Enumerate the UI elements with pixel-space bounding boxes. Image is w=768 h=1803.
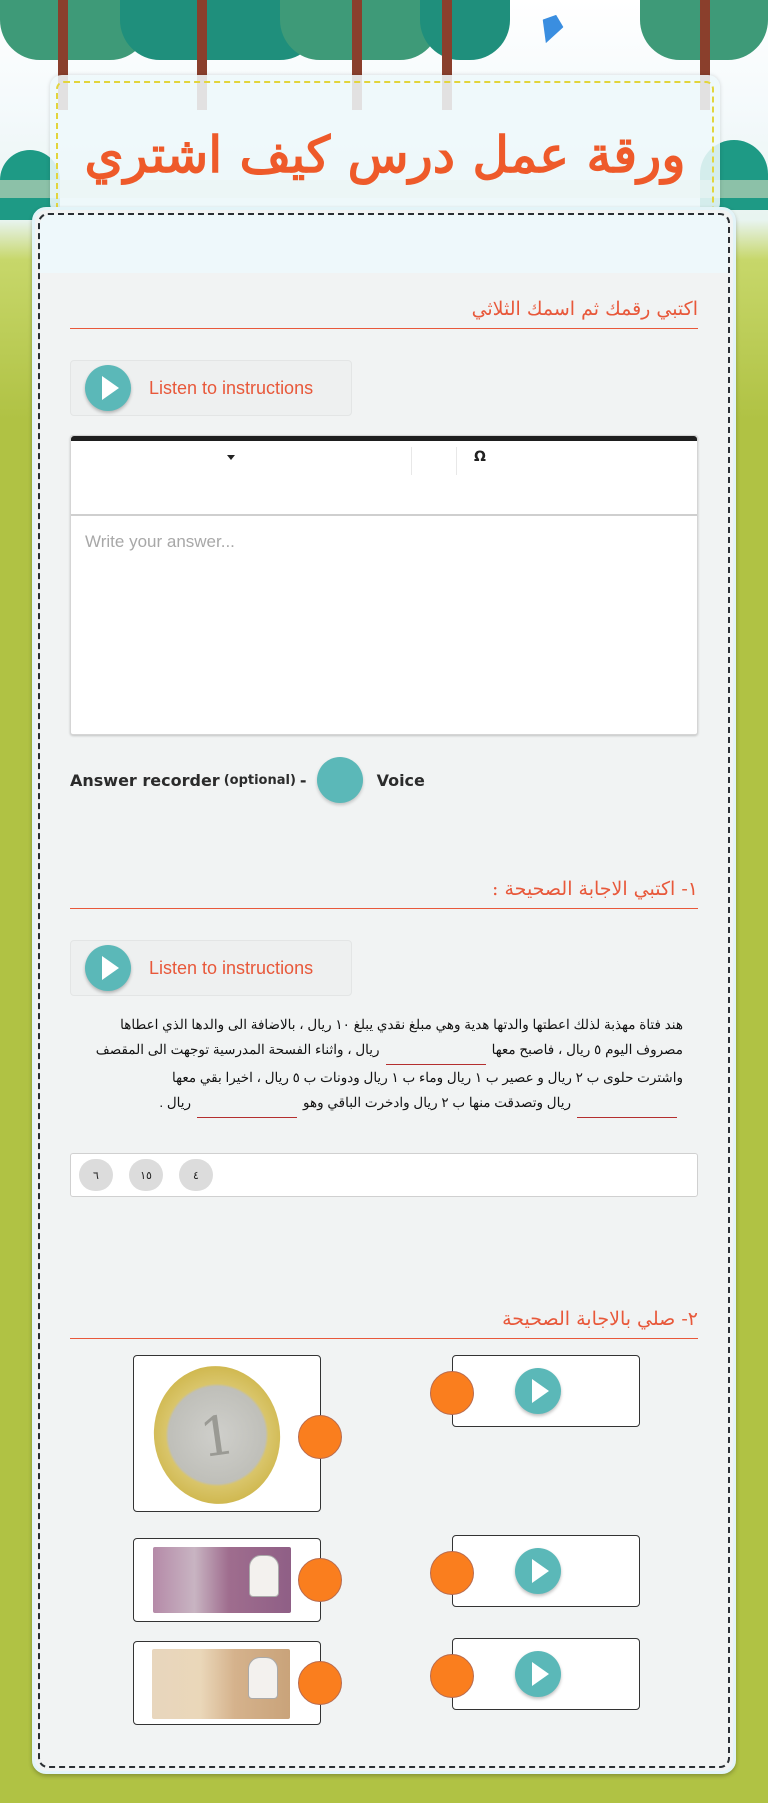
listen-label: Listen to instructions — [149, 377, 314, 398]
question-heading-name: اكتبي رقمك ثم اسمك الثلاثي — [70, 298, 698, 329]
kite-icon — [536, 11, 567, 47]
story-line: واشترت حلوى ب ٢ ريال و عصير ب ١ ريال وماء ب ١ ريال ودونات ب ٥ ريال ، اخيرا بقي معها — [172, 1070, 683, 1085]
recorder-dash: - — [299, 770, 307, 790]
word-chip[interactable]: ٤ — [179, 1159, 213, 1191]
play-icon — [85, 945, 131, 991]
play-icon — [85, 365, 131, 411]
worksheet-frame — [38, 213, 730, 1768]
match-connector-dot[interactable] — [298, 1661, 342, 1705]
one-riyal-coin-image — [145, 1358, 289, 1512]
play-audio-icon[interactable] — [515, 1368, 561, 1414]
word-chip[interactable]: ٦ — [79, 1159, 113, 1191]
story-text: مصروف اليوم ٥ ريال ، فاصبح معها — [491, 1042, 683, 1057]
recorder-optional-label: (optional) — [223, 772, 296, 788]
match-right-item-audio[interactable] — [452, 1355, 640, 1427]
match-connector-dot[interactable] — [430, 1654, 474, 1698]
play-audio-icon[interactable] — [515, 1651, 561, 1697]
worksheet-card — [32, 207, 736, 1774]
ten-riyal-note-image — [152, 1649, 290, 1719]
tree-canopy — [420, 0, 510, 60]
toolbar-divider — [411, 447, 412, 475]
rich-text-editor — [70, 435, 698, 735]
format-dropdown[interactable] — [71, 441, 411, 475]
story-line — [70, 1037, 683, 1065]
match-connector-dot[interactable] — [430, 1551, 474, 1595]
story-text: ريال ، واثناء الفسحة المدرسية توجهت الى المقصف — [95, 1042, 380, 1057]
toolbar-divider — [456, 447, 457, 475]
recorder-label: Answer recorder — [70, 770, 220, 790]
record-voice-button[interactable] — [317, 757, 363, 803]
editor-toolbar — [71, 441, 697, 516]
listen-instructions-button[interactable] — [70, 360, 352, 416]
match-right-item-audio[interactable] — [452, 1638, 640, 1710]
word-chip[interactable]: ١٥ — [129, 1159, 163, 1191]
play-audio-icon[interactable] — [515, 1548, 561, 1594]
match-left-item-note-5[interactable] — [133, 1538, 321, 1622]
story-line: هند فتاة مهذبة لذلك اعطتها والدتها هدية وهي مبلغ نقدي يبلغ ١٠ ريال ، بالاضافة الى والدها الذي اعطاها — [120, 1017, 683, 1032]
answer-recorder — [70, 755, 425, 805]
listen-label: Listen to instructions — [149, 957, 314, 978]
voice-label: Voice — [376, 770, 425, 790]
listen-instructions-button[interactable] — [70, 940, 352, 996]
story-line — [70, 1090, 683, 1118]
special-character-button[interactable]: Ω — [474, 449, 486, 465]
title-frame — [56, 81, 714, 215]
story-paragraph — [70, 1012, 698, 1118]
five-riyal-note-image — [153, 1547, 291, 1613]
page-title: ورقة عمل درس كيف اشتري — [84, 124, 686, 184]
blank-input-2[interactable] — [577, 1100, 677, 1118]
title-banner — [50, 75, 720, 215]
coin-value: 1 — [195, 1402, 239, 1470]
match-left-item-note-10[interactable] — [133, 1641, 321, 1725]
match-connector-dot[interactable] — [430, 1371, 474, 1415]
match-right-item-audio[interactable] — [452, 1535, 640, 1607]
word-bank — [70, 1153, 698, 1197]
story-text: ريال . — [159, 1095, 192, 1110]
question-heading-1: ١- اكتبي الاجابة الصحيحة : — [70, 878, 698, 909]
answer-textarea[interactable] — [71, 516, 697, 734]
worksheet-header-band — [40, 215, 728, 273]
note-portrait — [249, 1555, 279, 1597]
match-left-item-coin[interactable] — [133, 1355, 321, 1512]
story-text: ريال وتصدقت منها ب ٢ ريال وادخرت الباقي وهو — [303, 1095, 571, 1110]
question-heading-2: ٢- صلي بالاجابة الصحيحة — [70, 1308, 698, 1339]
blank-input-1[interactable] — [386, 1047, 486, 1065]
match-connector-dot[interactable] — [298, 1415, 342, 1459]
match-connector-dot[interactable] — [298, 1558, 342, 1602]
note-portrait — [248, 1657, 278, 1699]
blank-input-3[interactable] — [197, 1100, 297, 1118]
caret-down-icon — [227, 455, 235, 460]
